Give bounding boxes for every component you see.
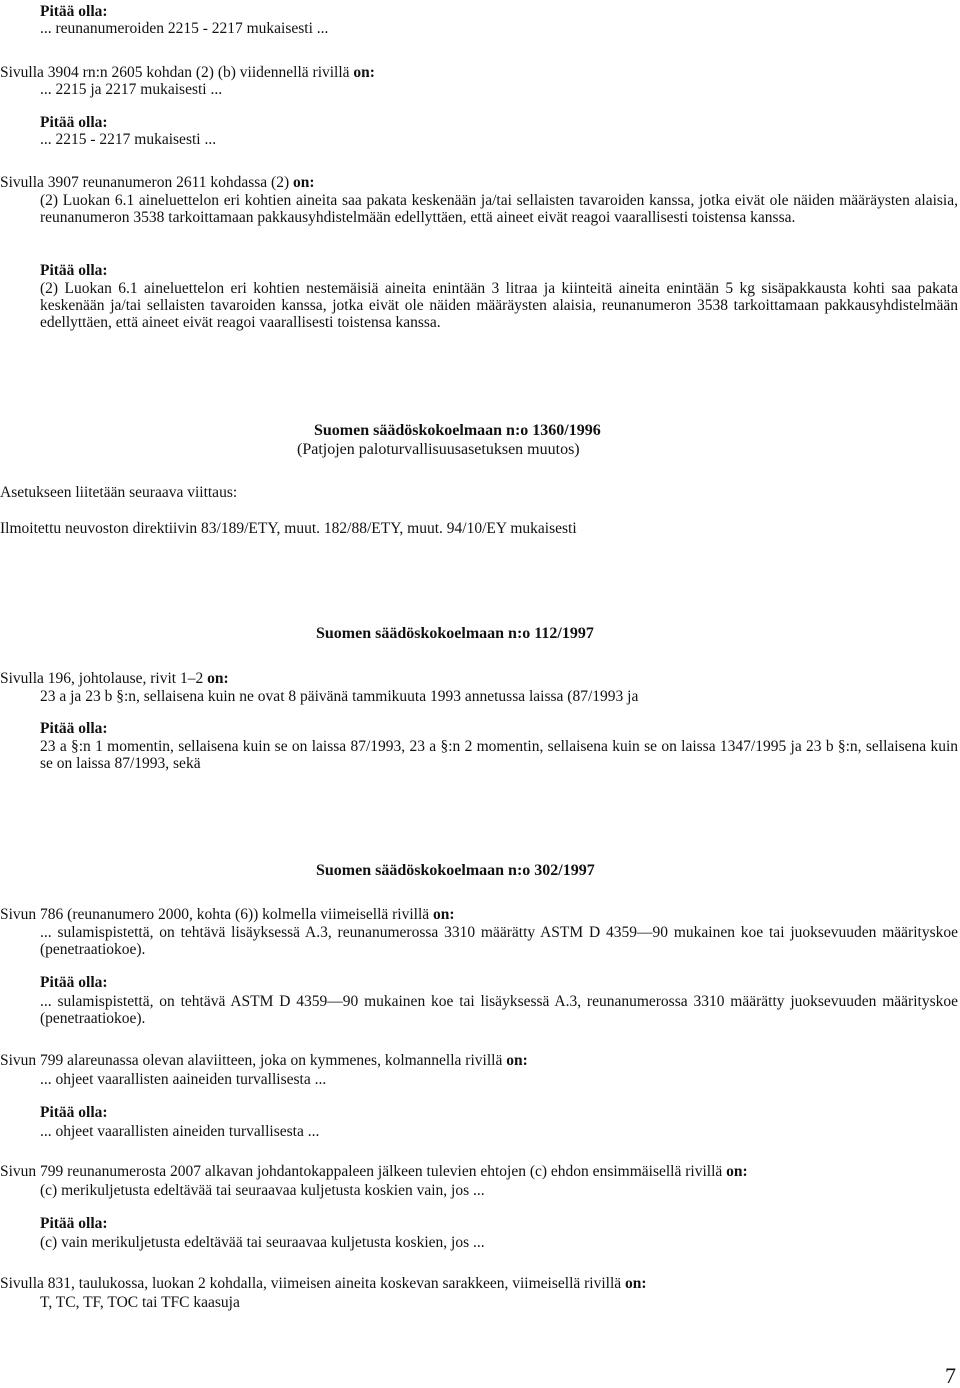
must-be-label: Pitää olla: (40, 1215, 108, 1232)
corrected-text: ... 2215 - 2217 mukaisesti ... (40, 131, 217, 148)
on-label: on: (353, 64, 375, 81)
on-label: on: (433, 906, 455, 923)
correction-reference (0, 1163, 748, 1180)
correction-reference (0, 1052, 528, 1069)
correction-reference (0, 1275, 647, 1292)
must-be-label: Pitää olla: (40, 974, 108, 991)
correction-reference (0, 906, 455, 923)
section-subtitle: (Patjojen paloturvallisuusasetuksen muutos) (297, 441, 580, 458)
on-label: on: (207, 670, 229, 687)
erroneous-text: T, TC, TF, TOC tai TFC kaasuja (40, 1294, 240, 1311)
erroneous-text: 23 a ja 23 b §:n, sellaisena kuin ne ovat 8 päivänä tammikuuta 1993 annetussa laissa (87/1993 ja (40, 688, 639, 705)
correction-reference (0, 174, 315, 191)
corrected-text: ... ohjeet vaarallisten aineiden turvallisesta ... (40, 1123, 320, 1140)
reference-text: Sivun 799 reunanumerosta 2007 alkavan johdantokappaleen jälkeen tulevien ehtojen (c) ehdon ensimmäisellä rivillä (0, 1163, 723, 1180)
reference-text: Sivun 786 (reunanumero 2000, kohta (6)) kolmella viimeisellä rivillä (0, 906, 430, 923)
corrected-text: (c) vain merikuljetusta edeltävää tai seuraavaa kuljetusta koskien, jos ... (40, 1234, 485, 1251)
reference-text: Sivun 799 alareunassa olevan alaviitteen, joka on kymmenes, kolmannella rivillä (0, 1052, 503, 1069)
must-be-label: Pitää olla: (40, 1104, 108, 1121)
corrected-text: ... reunanumeroiden 2215 - 2217 mukaisesti ... (40, 20, 329, 37)
directive-note: Ilmoitettu neuvoston direktiivin 83/189/ETY, muut. 182/88/ETY, muut. 94/10/EY mukaisesti (0, 520, 577, 537)
reference-text: Sivulla 3904 rn:n 2605 kohdan (2) (b) viidennellä rivillä (0, 64, 350, 81)
reference-text: Sivulla 196, johtolause, rivit 1–2 (0, 670, 204, 687)
erroneous-text: (c) merikuljetusta edeltävää tai seuraavaa kuljetusta koskien vain, jos ... (40, 1182, 485, 1199)
reference-text: Sivulla 3907 reunanumeron 2611 kohdassa (2) (0, 174, 290, 191)
erroneous-text: ... ohjeet vaarallisten aaineiden turvallisesta ... (40, 1071, 327, 1088)
erroneous-text: (2) Luokan 6.1 aineluettelon eri kohtien aineita saa pakata keskenään ja/tai sellaisten tavaroiden kanssa, jotka eivät ole näiden määräysten alaisia, reunanumeron 3538 tarkoittamaan pakkausyhdistelmään edellyttäen, että aineet eivät reagoi vaarallisesti toistensa kanssa. (40, 192, 958, 226)
must-be-label: Pitää olla: (40, 114, 108, 131)
on-label: on: (625, 1275, 647, 1292)
on-label: on: (506, 1052, 528, 1069)
page-number: 7 (945, 1363, 956, 1388)
on-label: on: (726, 1163, 748, 1180)
corrected-text: (2) Luokan 6.1 aineluettelon eri kohtien nestemäisiä aineita enintään 3 litraa ja kiinteitä aineita enintään 5 kg sisäpakkausta kohti saa pakata keskenään ja/tai sellaisten tavaroiden kanssa, jotka eivät ole näiden määräysten alaisia, reunanumeron 3538 tarkoittamaan pakkausyhdistelmään edellyttäen, että aineet eivät reagoi vaarallisesti toistensa kanssa. (40, 280, 958, 331)
erroneous-text: ... sulamispistettä, on tehtävä lisäyksessä A.3, reunanumerossa 3310 määrätty ASTM D 4359—90 mukainen koe tai juoksevuuden määrityskoe (penetraatiokoe). (40, 924, 958, 958)
corrected-text: 23 a §:n 1 momentin, sellaisena kuin se on laissa 87/1993, 23 a §:n 2 momentin, sellaisena kuin se on laissa 1347/1995 ja 23 b §:n, sellaisena kuin se on laissa 87/1993, sekä (40, 738, 958, 772)
reference-text: Sivulla 831, taulukossa, luokan 2 kohdalla, viimeisen aineita koskevan sarakkeen, viimeisellä rivillä (0, 1275, 622, 1292)
must-be-label: Pitää olla: (40, 720, 108, 737)
correction-reference (0, 64, 375, 81)
corrected-text: ... sulamispistettä, on tehtävä ASTM D 4359—90 mukainen koe tai lisäyksessä A.3, reunanumerossa 3310 määrätty juoksevuuden määrityskoe (penetraatiokoe). (40, 993, 958, 1027)
section-title: Suomen säädöskokoelmaan n:o 112/1997 (316, 625, 594, 642)
section-title: Suomen säädöskokoelmaan n:o 1360/1996 (314, 422, 601, 439)
correction-reference (0, 670, 229, 687)
reference-intro: Asetukseen liitetään seuraava viittaus: (0, 484, 238, 501)
must-be-label: Pitää olla: (40, 3, 108, 20)
erroneous-text: ... 2215 ja 2217 mukaisesti ... (40, 81, 223, 98)
must-be-label: Pitää olla: (40, 262, 108, 279)
on-label: on: (293, 174, 315, 191)
section-title: Suomen säädöskokoelmaan n:o 302/1997 (316, 862, 595, 879)
